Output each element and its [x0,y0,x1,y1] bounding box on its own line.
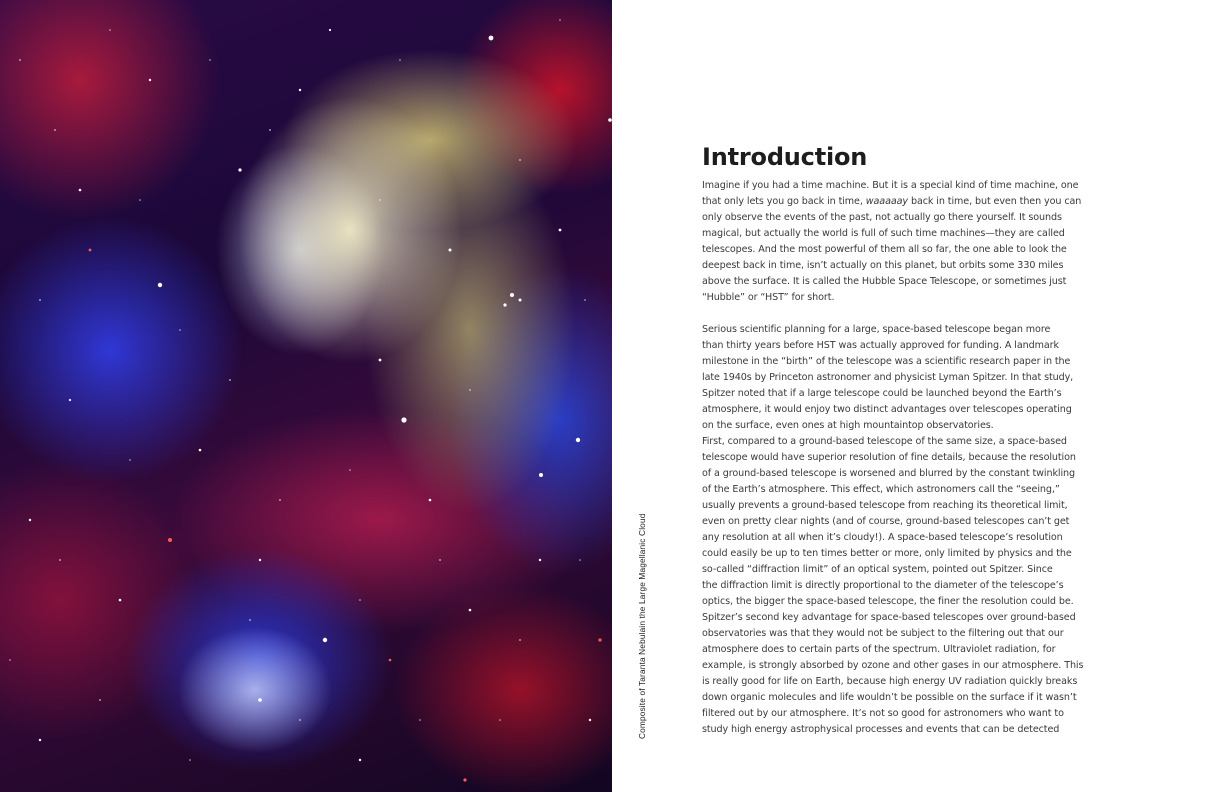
page-title: Introduction [702,143,868,171]
paragraph-1-start: Imagine if you had a time machine. But it is a special kind of time machine, one that only lets you go back in time, [702,180,1079,207]
article-body [702,142,1106,738]
paragraph-1-end: back in time, but even then you can only observe the events of the past, not actually go there yourself. It sounds magical, but actually the world is full of such time machines—they are called telescopes. And the most powerful of them all so far, the one able to look the deepest back in time, isn’t actually on this planet, but orbits some 330 miles above the surface. It is called the Hubble Space Telescope, or sometimes just “Hubble” or “HST” for short. [702,196,1082,303]
image-caption: Composite of Taranta Nebulain the Large Magellanic Cloud [637,513,647,739]
paragraph-3: First, compared to a ground-based telescope of the same size, a space-based telescope would have superior resolution of fine details, because the resolution of a ground-based telescope is worsened and blurred by the constant twinkling of the Earth’s atmosphere. This effect, which astronomers call the “seeing,” usually prevents a ground-based telescope from reaching its theoretical limit, even on pretty clear nights (and of course, ground-based telescopes can’t get any resolution at all when it’s cloudy!). A space-based telescope’s resolution could easily be up to ten times better or more, only limited by physics and the so-called “diffraction limit” of an optical system, pointed out Spitzer. Since the diffraction limit is directly proportional to the diameter of the telescope’s optics, the bigger the space-based telescope, the finer the resolution could be. Spitzer’s second key advantage for space-based telescopes over ground-based observatories was that they would not be subject to the filtering out that our atmosphere does to certain parts of the spectrum. Ultraviolet radiation, for example, is strongly absorbed by ozone and other gases in our atmosphere. This is really good for life on Earth, because high energy UV radiation quickly breaks down organic molecules and life wouldn’t be possible on the surface if it wasn’t filtered out by our atmosphere. It’s not so good for astronomers who want to study high energy astrophysical processes and events that can be detected [702,436,1084,735]
paragraph-1 [702,178,1106,306]
emphasis-waaaaay: waaaaay [865,196,908,207]
paragraph-2: Serious scientific planning for a large, space-based telescope began more than thirty years before HST was actually approved for funding. A landmark milestone in the “birth” of the telescope was a scientific research paper in the late 1940s by Princeton astronomer and physicist Lyman Spitzer. In that study, Spitzer noted that if a large telescope could be launched beyond the Earth’s atmosphere, it would enjoy two distinct advantages over telescopes operating on the surface, even ones at high mountaintop observatories. [702,324,1074,431]
